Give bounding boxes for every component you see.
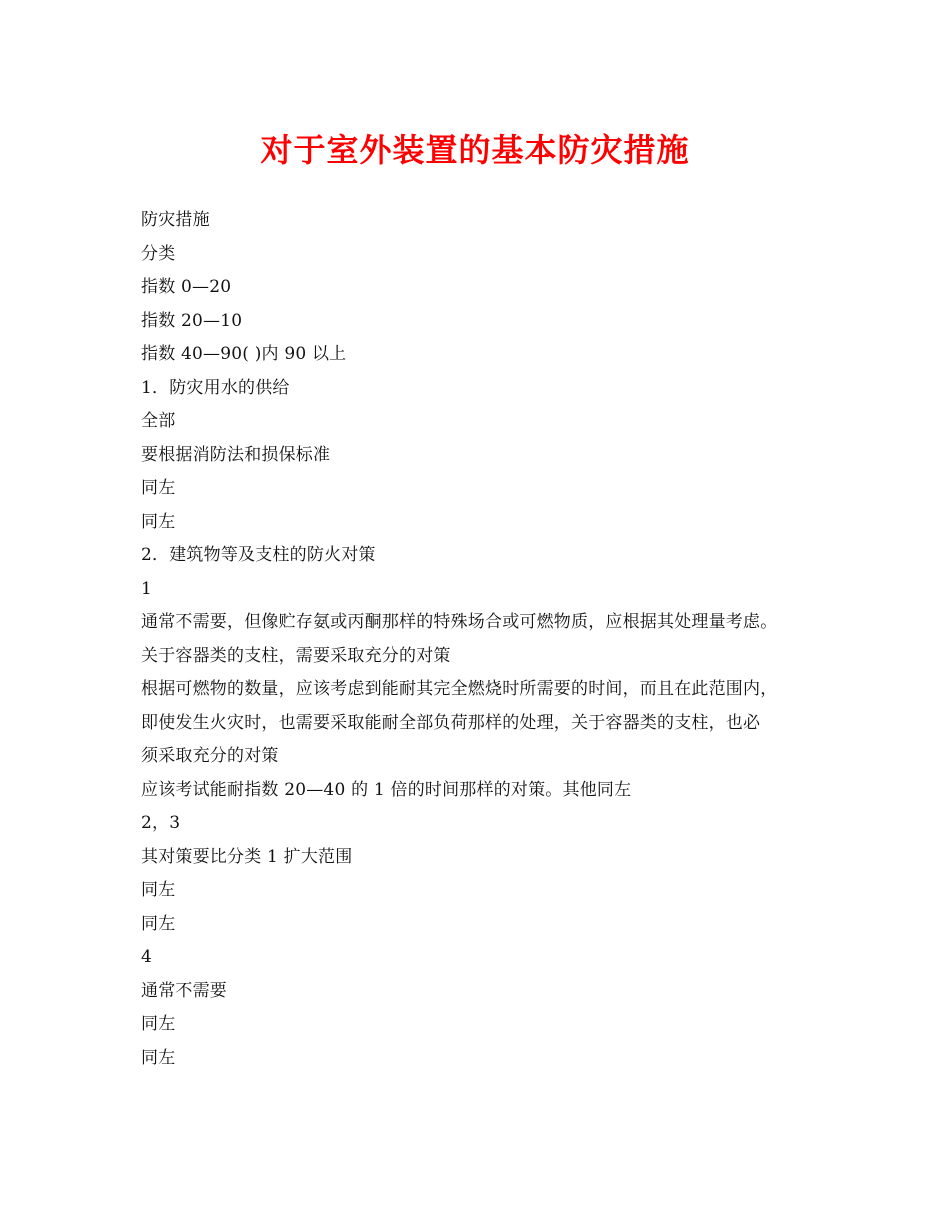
text-line: 指数 20—10: [141, 310, 243, 331]
text-line: 分类: [141, 243, 176, 264]
text-line: 同左: [141, 478, 176, 498]
text-line: 全部: [141, 411, 176, 431]
text-line: 同左: [141, 1047, 176, 1068]
text-line: 同左: [141, 511, 176, 532]
text-line: 其对策要比分类 1 扩大范围: [141, 846, 353, 867]
text-line: 指数 40—90( )内 90 以上: [141, 344, 347, 364]
text-line: 须采取充分的对策: [141, 746, 279, 766]
text-line: 根据可燃物的数量，应该考虑到能耐其完全燃烧时所需要的时间，而且在此范围内，: [141, 679, 778, 699]
text-line: 同左: [141, 1014, 176, 1034]
text-line: 同左: [141, 880, 176, 900]
text-line: 关于容器类的支柱，需要采取充分的对策: [141, 645, 451, 666]
text-line: 1: [141, 578, 153, 599]
text-line: 2，3: [141, 813, 181, 833]
text-line: 要根据消防法和损保标准: [141, 444, 331, 465]
text-line: 4: [141, 947, 153, 967]
document-title: 对于室外装置的基本防灾措施: [260, 131, 690, 169]
text-line: 同左: [141, 913, 176, 934]
text-line: 指数 0—20: [141, 277, 232, 297]
text-line: 即使发生火灾时，也需要采取能耐全部负荷那样的处理，关于容器类的支柱，也必: [141, 712, 761, 733]
text-line: 通常不需要，但像贮存氨或丙酮那样的特殊场合或可燃物质，应根据其处理量考虑。: [141, 612, 778, 632]
text-line: 1．防灾用水的供给: [141, 377, 290, 398]
text-line: 2．建筑物等及支柱的防火对策: [141, 545, 376, 565]
text-line: 防灾措施: [141, 210, 210, 230]
text-line: 通常不需要: [141, 980, 227, 1001]
text-line: 应该考试能耐指数 20—40 的 1 倍的时间那样的对策。其他同左: [141, 779, 632, 800]
document-body: [141, 204, 841, 1075]
